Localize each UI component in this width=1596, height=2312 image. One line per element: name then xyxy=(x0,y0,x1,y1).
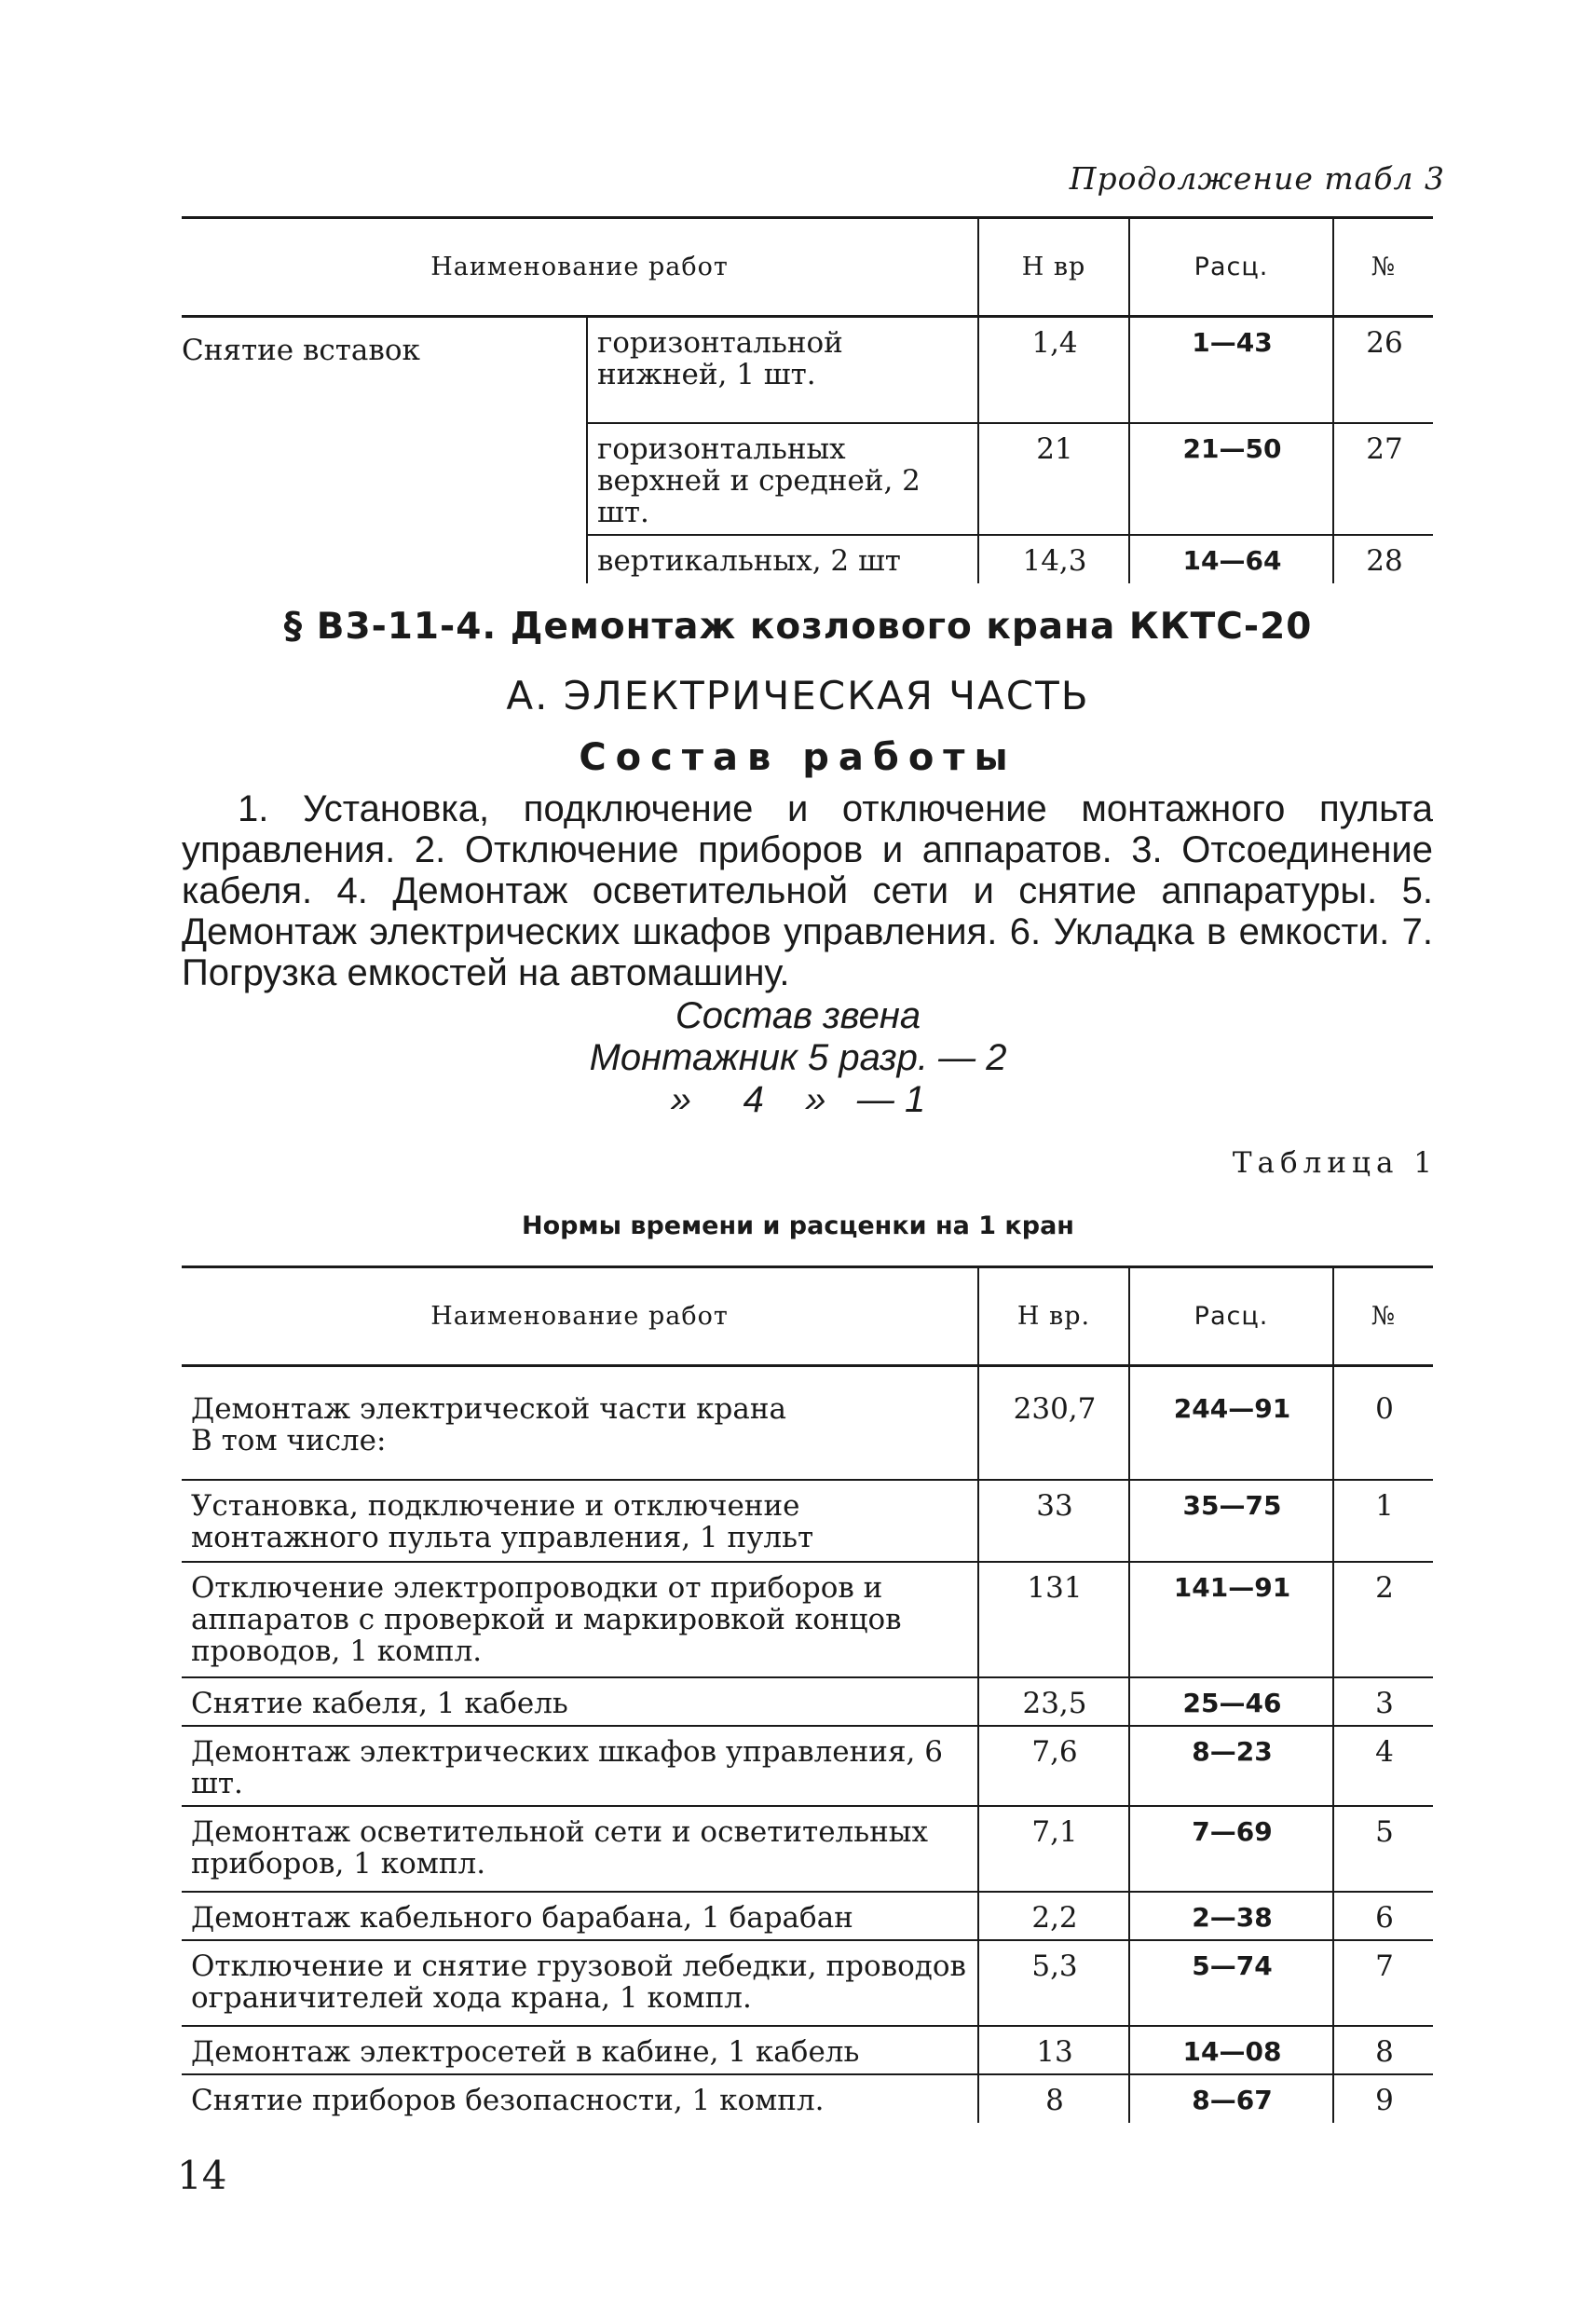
row-num: 7 xyxy=(1333,1940,1433,2026)
row-norm: 7,6 xyxy=(978,1726,1129,1806)
row-name: Демонтаж электросетей в кабине, 1 кабель xyxy=(182,2026,978,2074)
table-row xyxy=(182,317,1433,423)
row-num: 0 xyxy=(1333,1366,1433,1480)
row-rate: 8—23 xyxy=(1129,1726,1333,1806)
row-norm: 8 xyxy=(978,2074,1129,2123)
row-num: 26 xyxy=(1333,317,1433,423)
header-rate: Расц. xyxy=(1129,1267,1333,1366)
row-norm: 2,2 xyxy=(978,1892,1129,1940)
table-row xyxy=(182,1480,1433,1562)
row-rate: 14—64 xyxy=(1129,535,1333,583)
row-subname: вертикальных, 2 шт xyxy=(587,535,978,583)
team-title: Состав звена xyxy=(675,995,921,1036)
row-norm: 23,5 xyxy=(978,1677,1129,1726)
table-row xyxy=(182,1892,1433,1940)
header-num: № xyxy=(1333,218,1433,317)
team-line-2: » 4 » — 1 xyxy=(670,1079,926,1120)
row-rate: 21—50 xyxy=(1129,423,1333,535)
row-name: Отключение и снятие грузовой лебедки, проводов ограничителей хода крана, 1 компл. xyxy=(182,1940,978,2026)
table-row xyxy=(182,1562,1433,1677)
header-name: Наименование работ xyxy=(182,1267,978,1366)
table-3-continuation xyxy=(182,216,1433,583)
header-rate: Расц. xyxy=(1129,218,1333,317)
row-name: Снятие приборов безопасности, 1 компл. xyxy=(182,2074,978,2123)
work-composition-title: Состав работы xyxy=(579,736,1017,779)
table-caption: Нормы времени и расценки на 1 кран xyxy=(522,1211,1074,1240)
row-rate: 35—75 xyxy=(1129,1480,1333,1562)
row-rate: 1—43 xyxy=(1129,317,1333,423)
row-rate: 8—67 xyxy=(1129,2074,1333,2123)
row-subname: горизонтальных верхней и средней, 2 шт. xyxy=(587,423,978,535)
row-norm: 13 xyxy=(978,2026,1129,2074)
row-norm: 1,4 xyxy=(978,317,1129,423)
table-header-row xyxy=(182,218,1433,317)
row-num: 3 xyxy=(1333,1677,1433,1726)
part-title: А. ЭЛЕКТРИЧЕСКАЯ ЧАСТЬ xyxy=(506,673,1090,718)
page-number: 14 xyxy=(177,2153,227,2198)
row-name: Отключение электропроводки от приборов и аппаратов с проверкой и маркировкой концов проводов, 1 компл. xyxy=(182,1562,978,1677)
row-norm: 7,1 xyxy=(978,1806,1129,1892)
group-label: Снятие вставок xyxy=(182,334,420,367)
row-name-line: Демонтаж электрической части крана xyxy=(191,1392,787,1426)
row-num: 4 xyxy=(1333,1726,1433,1806)
row-num: 8 xyxy=(1333,2026,1433,2074)
row-num: 28 xyxy=(1333,535,1433,583)
row-name: Снятие кабеля, 1 кабель xyxy=(182,1677,978,1726)
header-name: Наименование работ xyxy=(182,218,978,317)
row-num: 6 xyxy=(1333,1892,1433,1940)
header-norm: Н вр xyxy=(978,218,1129,317)
row-name xyxy=(182,1366,978,1480)
table-1 xyxy=(182,1265,1433,2123)
row-name: Демонтаж кабельного барабана, 1 барабан xyxy=(182,1892,978,1940)
row-rate: 14—08 xyxy=(1129,2026,1333,2074)
table-row xyxy=(182,2026,1433,2074)
table-row xyxy=(182,2074,1433,2123)
row-num: 27 xyxy=(1333,423,1433,535)
row-norm: 131 xyxy=(978,1562,1129,1677)
row-rate: 25—46 xyxy=(1129,1677,1333,1726)
continuation-note: Продолжение табл 3 xyxy=(1069,160,1445,197)
row-norm: 14,3 xyxy=(978,535,1129,583)
row-rate: 2—38 xyxy=(1129,1892,1333,1940)
work-composition-text xyxy=(182,788,1433,993)
section-title: § В3-11-4. Демонтаж козлового крана ККТС-20 xyxy=(283,606,1313,648)
row-norm: 230,7 xyxy=(978,1366,1129,1480)
row-name: Демонтаж электрических шкафов управления, 6 шт. xyxy=(182,1726,978,1806)
header-num: № xyxy=(1333,1267,1433,1366)
table-row xyxy=(182,1726,1433,1806)
row-rate: 141—91 xyxy=(1129,1562,1333,1677)
table-header-row xyxy=(182,1267,1433,1366)
team-line-1: Монтажник 5 разр. — 2 xyxy=(589,1037,1007,1078)
row-subname: горизонтальной нижней, 1 шт. xyxy=(587,317,978,423)
row-num: 9 xyxy=(1333,2074,1433,2123)
row-num: 1 xyxy=(1333,1480,1433,1562)
row-name: Установка, подключение и отключение монтажного пульта управления, 1 пульт xyxy=(182,1480,978,1562)
row-num: 2 xyxy=(1333,1562,1433,1677)
table-label: Таблица 1 xyxy=(1232,1146,1438,1180)
table-row xyxy=(182,1940,1433,2026)
table-row xyxy=(182,1677,1433,1726)
row-rate: 244—91 xyxy=(1129,1366,1333,1480)
row-rate: 7—69 xyxy=(1129,1806,1333,1892)
table-row xyxy=(182,1366,1433,1480)
row-name-line: В том числе: xyxy=(191,1424,387,1457)
header-norm: Н вр. xyxy=(978,1267,1129,1366)
row-norm: 21 xyxy=(978,423,1129,535)
row-name: Демонтаж осветительной сети и осветительных приборов, 1 компл. xyxy=(182,1806,978,1892)
work-composition-paragraph: 1. Установка, подключение и отключение монтажного пульта управления. 2. Отключение приборов и аппаратов. 3. Отсоединение кабеля. 4. Демонтаж осветительной сети и снятие аппаратуры. 5. Демонтаж электрических шкафов управления. 6. Укладка в емкости. 7. Погрузка емкостей на автомашину. xyxy=(182,788,1433,993)
row-num: 5 xyxy=(1333,1806,1433,1892)
table-row xyxy=(182,1806,1433,1892)
row-norm: 5,3 xyxy=(978,1940,1129,2026)
row-rate: 5—74 xyxy=(1129,1940,1333,2026)
row-norm: 33 xyxy=(978,1480,1129,1562)
